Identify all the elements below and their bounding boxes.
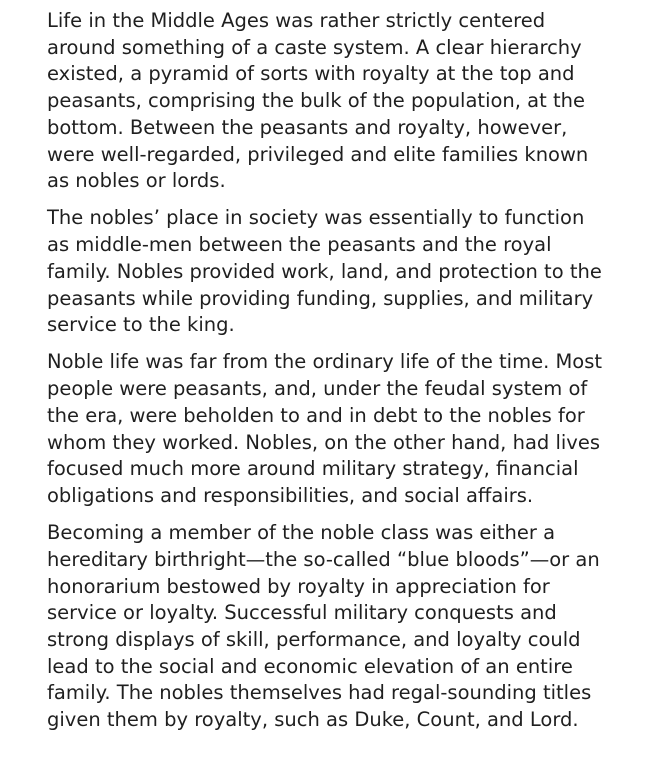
paragraph-line: peasants, comprising the bulk of the population, at the	[47, 89, 585, 113]
paragraph-line: whom they worked. Nobles, on the other hand, had lives	[47, 430, 600, 454]
paragraph-line: Noble life was far from the ordinary life of the time. Most	[47, 350, 603, 374]
paragraph-line: given them by royalty, such as Duke, Count, and Lord.	[47, 708, 579, 732]
paragraph-3	[47, 349, 661, 509]
paragraph-line: were well-regarded, privileged and elite families known	[47, 142, 589, 166]
paragraph-line: peasants while providing funding, supplies, and military	[47, 286, 594, 310]
paragraph-line: honorarium bestowed by royalty in appreciation for	[47, 574, 550, 598]
paragraph-line: service or loyalty. Successful military conquests and	[47, 601, 557, 625]
paragraph-line: existed, a pyramid of sorts with royalty at the top and	[47, 62, 575, 86]
paragraph-line: bottom. Between the peasants and royalty, however,	[47, 115, 568, 139]
paragraph-line: people were peasants, and, under the feudal system of	[47, 377, 588, 401]
paragraph-line: service to the king.	[47, 313, 235, 337]
paragraph-line: family. The nobles themselves had regal-sounding titles	[47, 681, 592, 705]
paragraph-line: hereditary birthright—the so-called “blue bloods”—or an	[47, 547, 600, 571]
paragraph-line: as nobles or lords.	[47, 169, 226, 193]
paragraph-line: as middle-men between the peasants and the royal	[47, 233, 552, 257]
paragraph-line: the era, were beholden to and in debt to the nobles for	[47, 403, 585, 427]
paragraph-line: lead to the social and economic elevation of an entire	[47, 654, 573, 678]
paragraph-4	[47, 520, 661, 734]
paragraph-line: Life in the Middle Ages was rather strictly centered	[47, 9, 546, 32]
paragraph-2	[47, 205, 661, 339]
paragraph-1	[47, 8, 661, 195]
paragraph-line: The nobles’ place in society was essentially to function	[47, 206, 585, 230]
paragraph-line: Becoming a member of the noble class was either a	[47, 521, 556, 545]
paragraph-line: obligations and responsibilities, and social affairs.	[47, 483, 534, 507]
paragraph-line: focused much more around military strategy, financial	[47, 457, 579, 481]
paragraph-line: around something of a caste system. A clear hierarchy	[47, 35, 582, 59]
paragraph-line: family. Nobles provided work, land, and protection to the	[47, 259, 602, 283]
paragraph-line: strong displays of skill, performance, and loyalty could	[47, 627, 581, 651]
article-body	[47, 8, 661, 744]
